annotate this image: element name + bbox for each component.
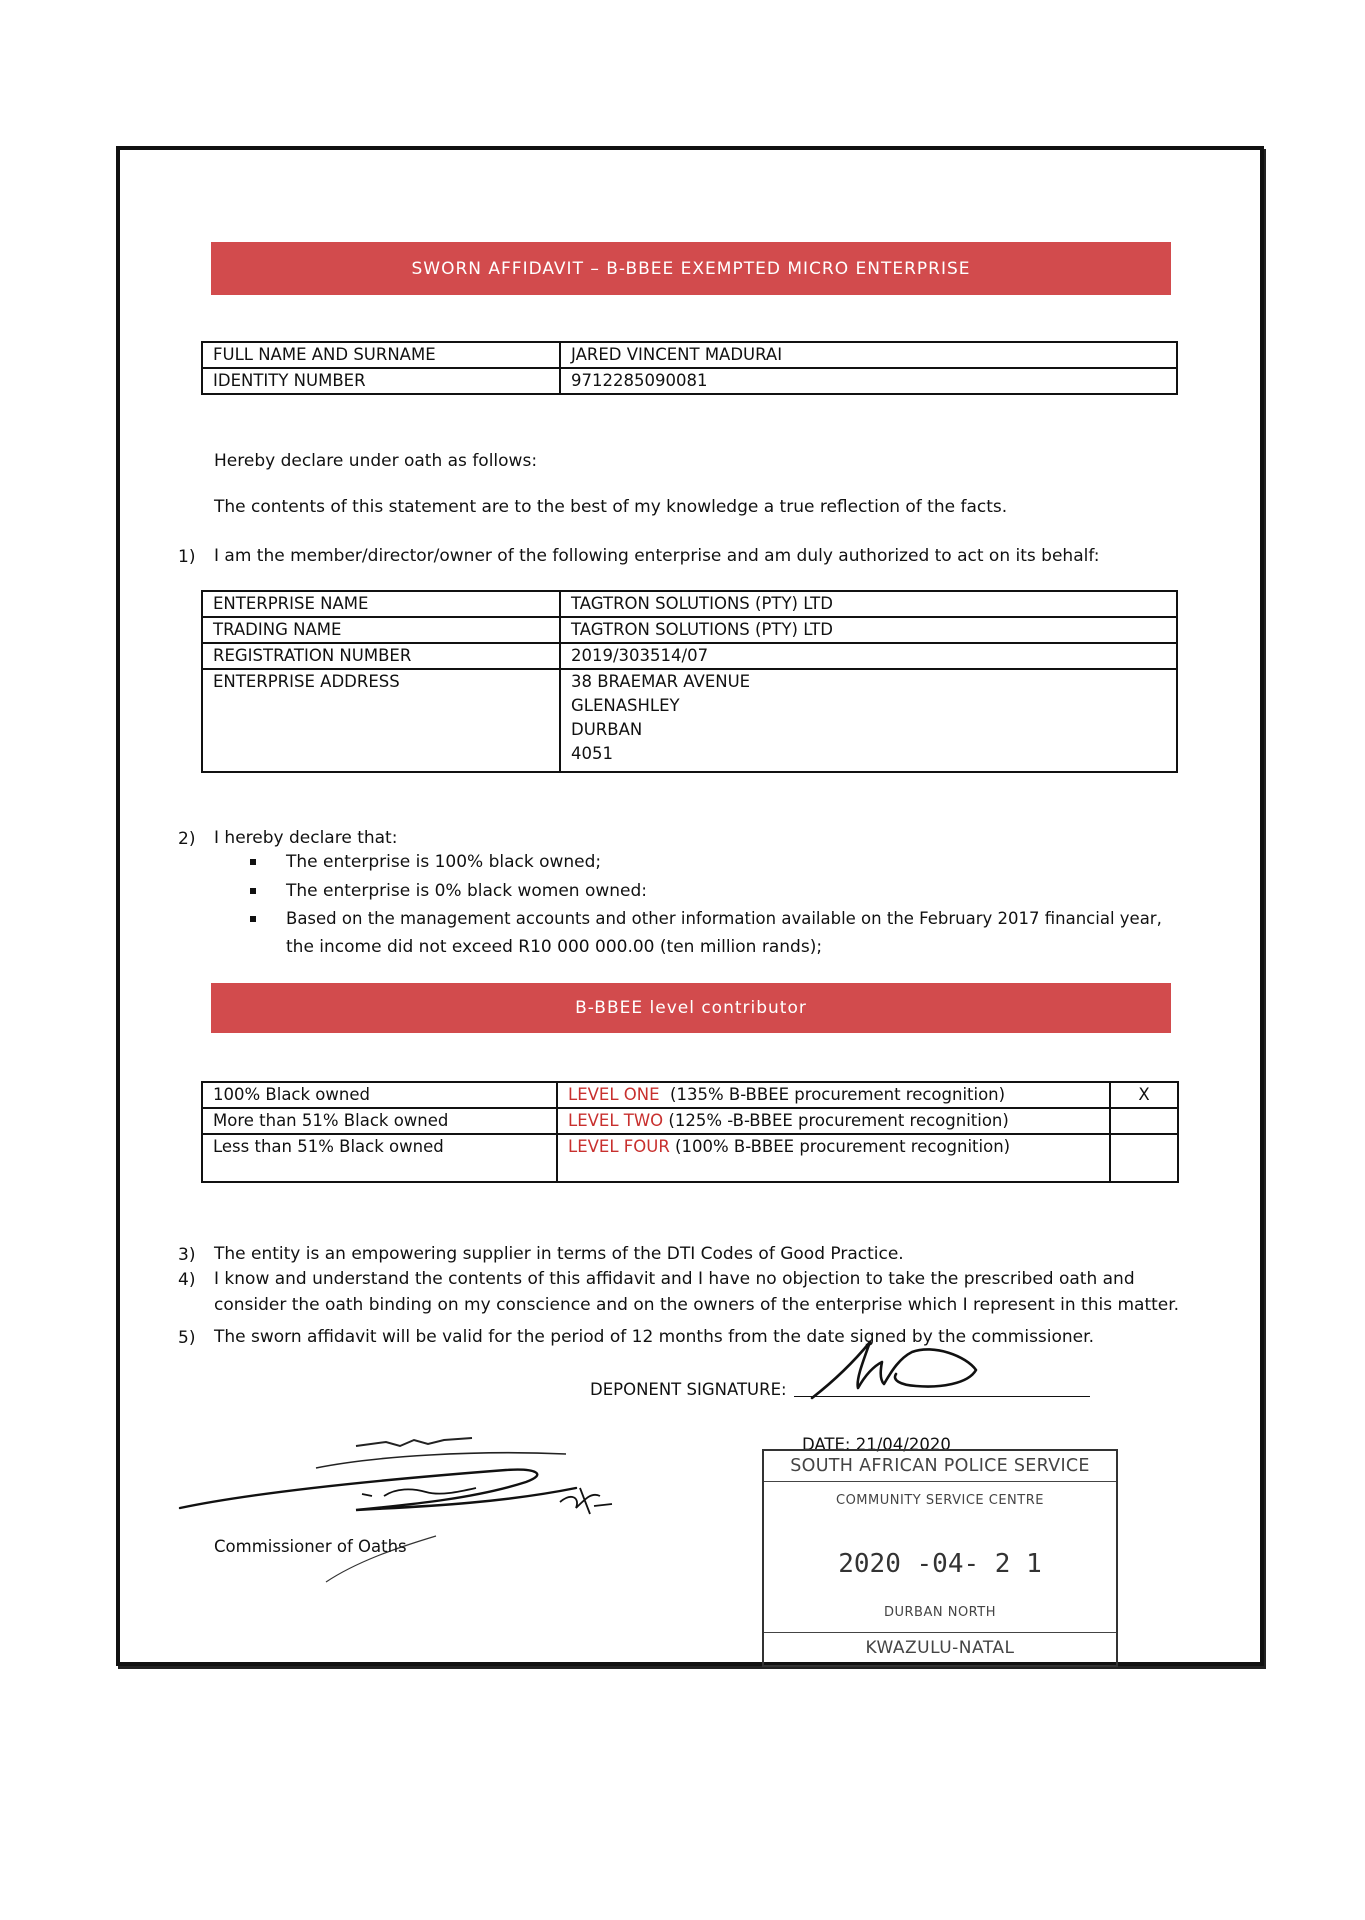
level-two-mark	[1110, 1108, 1178, 1134]
deponent-signature-image	[800, 1336, 1000, 1406]
level-one-mark: X	[1110, 1082, 1178, 1108]
address-line: 38 BRAEMAR AVENUE	[571, 672, 751, 691]
table-row	[202, 591, 1177, 617]
table-row	[202, 368, 1177, 394]
bullet-women-owned: The enterprise is 0% black women owned:	[286, 881, 648, 901]
level-two-cell	[557, 1108, 1110, 1134]
level-four-cell	[557, 1134, 1110, 1182]
table-row	[202, 342, 1177, 368]
ownership-51-plus-label: More than 51% Black owned	[202, 1108, 557, 1134]
commissioner-signature-image	[176, 1432, 636, 1592]
enterprise-address-label: ENTERPRISE ADDRESS	[202, 669, 560, 772]
registration-number-label: REGISTRATION NUMBER	[202, 643, 560, 669]
enterprise-address-value	[560, 669, 1177, 772]
level-two-label: LEVEL TWO	[568, 1111, 664, 1130]
clause-5-number: 5)	[178, 1328, 196, 1348]
clause-4-number: 4)	[178, 1270, 196, 1290]
level-one-label: LEVEL ONE	[568, 1085, 660, 1104]
table-row	[202, 1082, 1178, 1108]
level-four-recognition: (100% B-BBEE procurement recognition)	[669, 1137, 1011, 1156]
level-one-recognition: (135% B-BBEE procurement recognition)	[659, 1085, 1006, 1104]
deponent-signature-label: DEPONENT SIGNATURE:	[590, 1380, 787, 1399]
level-two-recognition: (125% -B-BBEE procurement recognition)	[663, 1111, 1009, 1130]
bullet-income-line-1: Based on the management accounts and other information available on the February 2017 financial year,	[286, 909, 1162, 928]
intro-line-1: Hereby declare under oath as follows:	[214, 451, 538, 471]
level-one-cell	[557, 1082, 1110, 1108]
level-four-mark	[1110, 1134, 1178, 1182]
level-four-label: LEVEL FOUR	[568, 1137, 670, 1156]
ownership-100-label: 100% Black owned	[202, 1082, 557, 1108]
clause-3-text: The entity is an empowering supplier in terms of the DTI Codes of Good Practice.	[214, 1244, 904, 1264]
address-line: GLENASHLEY	[571, 696, 680, 715]
enterprise-table	[201, 590, 1178, 773]
item-2-number: 2)	[178, 829, 196, 849]
commissioner-label: Commissioner of Oaths	[214, 1537, 407, 1556]
title-banner: SWORN AFFIDAVIT – B-BBEE EXEMPTED MICRO ENTERPRISE	[211, 242, 1171, 295]
registration-number-value: 2019/303514/07	[560, 643, 1177, 669]
item-2-text: I hereby declare that:	[214, 828, 398, 848]
clause-4-text-line-1: I know and understand the contents of this affidavit and I have no objection to take the prescribed oath and	[214, 1269, 1135, 1289]
full-name-value: JARED VINCENT MADURAI	[560, 342, 1177, 368]
full-name-label: FULL NAME AND SURNAME	[202, 342, 560, 368]
stamp-line-3: DURBAN NORTH	[884, 1605, 996, 1620]
table-row	[202, 669, 1177, 772]
clause-3-number: 3)	[178, 1245, 196, 1265]
trading-name-value: TAGTRON SOLUTIONS (PTY) LTD	[560, 617, 1177, 643]
table-row	[202, 617, 1177, 643]
address-line: 4051	[571, 744, 613, 763]
ownership-51-minus-label: Less than 51% Black owned	[202, 1134, 557, 1182]
police-stamp	[762, 1449, 1118, 1667]
item-1-text: I am the member/director/owner of the following enterprise and am duly authorized to act on its behalf:	[214, 546, 1100, 566]
date-label: DATE: 21/04/2020	[802, 1435, 951, 1454]
bullet-marker	[250, 859, 256, 865]
item-1-number: 1)	[178, 547, 196, 567]
clause-5-text: The sworn affidavit will be valid for the period of 12 months from the date signed by the commissioner.	[214, 1327, 1094, 1347]
stamp-line-4: KWAZULU-NATAL	[764, 1632, 1116, 1668]
table-row	[202, 643, 1177, 669]
enterprise-name-label: ENTERPRISE NAME	[202, 591, 560, 617]
levels-table	[201, 1081, 1179, 1183]
stamp-date: 2020 -04- 2 1	[838, 1549, 1042, 1579]
bullet-marker	[250, 916, 256, 922]
table-row	[202, 1108, 1178, 1134]
bullet-marker	[250, 888, 256, 894]
trading-name-label: TRADING NAME	[202, 617, 560, 643]
identity-number-label: IDENTITY NUMBER	[202, 368, 560, 394]
table-row	[202, 1134, 1178, 1182]
intro-line-2: The contents of this statement are to the best of my knowledge a true reflection of the facts.	[214, 497, 1008, 517]
address-line: DURBAN	[571, 720, 643, 739]
identity-number-value: 9712285090081	[560, 368, 1177, 394]
bullet-black-owned: The enterprise is 100% black owned;	[286, 852, 602, 872]
level-banner: B-BBEE level contributor	[211, 983, 1171, 1033]
bullet-income-line-2: the income did not exceed R10 000 000.00 (ten million rands);	[286, 937, 823, 957]
stamp-line-1: SOUTH AFRICAN POLICE SERVICE	[764, 1451, 1116, 1482]
stamp-line-2: COMMUNITY SERVICE CENTRE	[836, 1493, 1044, 1508]
deponent-table	[201, 341, 1178, 395]
clause-4-text-line-2: consider the oath binding on my conscience and on the owners of the enterprise which I represent in this matter.	[214, 1295, 1180, 1315]
enterprise-name-value: TAGTRON SOLUTIONS (PTY) LTD	[560, 591, 1177, 617]
